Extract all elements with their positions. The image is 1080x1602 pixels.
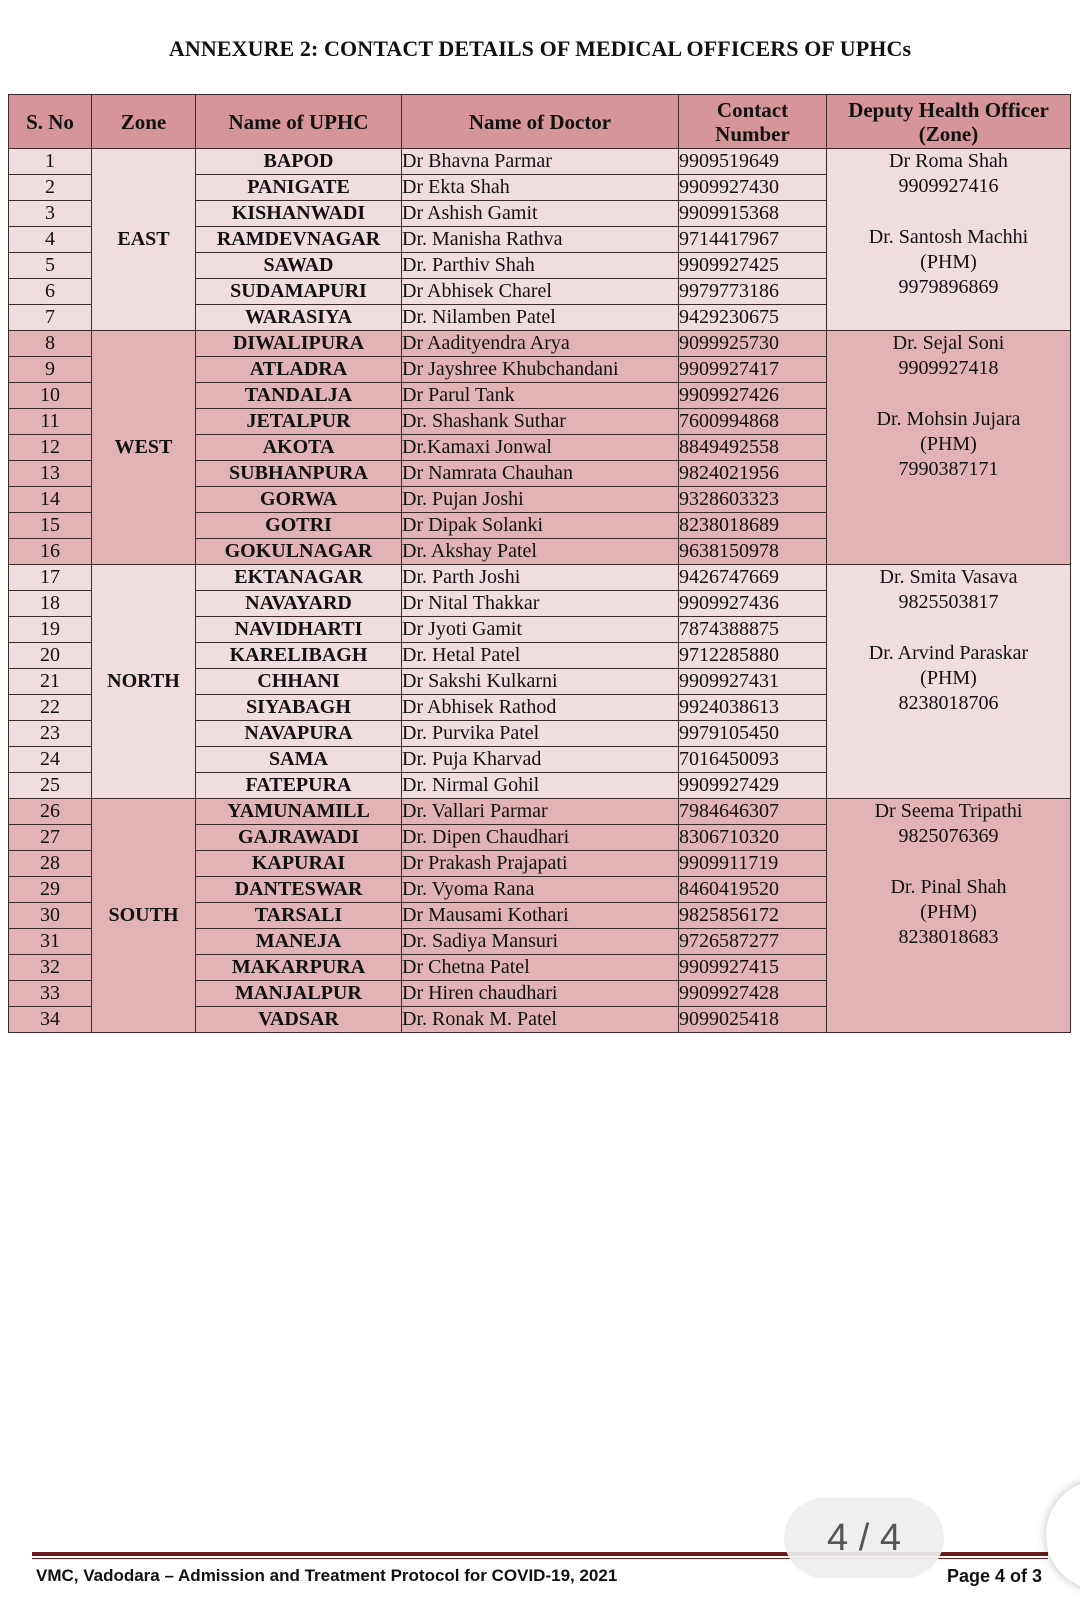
uphc-name-cell: GOKULNAGAR — [196, 539, 402, 565]
officer-line: Dr. Santosh Machhi — [868, 226, 1029, 248]
serial-number-cell: 31 — [9, 929, 92, 955]
contact-number-cell: 9909927431 — [679, 669, 827, 695]
officer-line: Dr Seema Tripathi — [874, 800, 1023, 822]
contact-number-cell: 9909927428 — [679, 981, 827, 1007]
uphc-name-cell: PANIGATE — [196, 175, 402, 201]
uphc-name-cell: MANJALPUR — [196, 981, 402, 1007]
contact-number-cell: 9712285880 — [679, 643, 827, 669]
doctor-name-cell: Dr Parul Tank — [402, 383, 679, 409]
doctor-name-cell: Dr Jayshree Khubchandani — [402, 357, 679, 383]
uphc-name-cell: ATLADRA — [196, 357, 402, 383]
contact-number-cell: 9924038613 — [679, 695, 827, 721]
doctor-name-cell: Dr. Ronak M. Patel — [402, 1007, 679, 1033]
doctor-name-cell: Dr Chetna Patel — [402, 955, 679, 981]
doctor-name-cell: Dr Nital Thakkar — [402, 591, 679, 617]
contact-number-cell: 9328603323 — [679, 487, 827, 513]
serial-number-cell: 25 — [9, 773, 92, 799]
doctor-name-cell: Dr Hiren chaudhari — [402, 981, 679, 1007]
officer-line: 9825076369 — [898, 825, 999, 847]
officer-line: 7990387171 — [898, 458, 999, 480]
serial-number-cell: 32 — [9, 955, 92, 981]
uphc-name-cell: GAJRAWADI — [196, 825, 402, 851]
uphc-name-cell: NAVIDHARTI — [196, 617, 402, 643]
doctor-name-cell: Dr. Manisha Rathva — [402, 227, 679, 253]
contact-number-cell: 9979773186 — [679, 279, 827, 305]
serial-number-cell: 20 — [9, 643, 92, 669]
contact-number-cell: 9909927425 — [679, 253, 827, 279]
officer-line: Dr. Smita Vasava — [879, 566, 1018, 588]
officer-spacer — [827, 199, 1070, 225]
doctor-name-cell: Dr Dipak Solanki — [402, 513, 679, 539]
doctor-name-cell: Dr. Parth Joshi — [402, 565, 679, 591]
uphc-name-cell: YAMUNAMILL — [196, 799, 402, 825]
serial-number-cell: 33 — [9, 981, 92, 1007]
serial-number-cell: 21 — [9, 669, 92, 695]
contact-number-cell: 8238018689 — [679, 513, 827, 539]
officer-line: (PHM) — [920, 433, 977, 455]
page-indicator-overlay — [784, 1498, 944, 1578]
serial-number-cell: 3 — [9, 201, 92, 227]
officer-line: Dr Roma Shah — [889, 150, 1008, 172]
contact-number-cell: 9909927415 — [679, 955, 827, 981]
table-row — [9, 565, 1071, 591]
header-uphc: Name of UPHC — [196, 95, 402, 149]
contact-number-cell: 9426747669 — [679, 565, 827, 591]
serial-number-cell: 14 — [9, 487, 92, 513]
serial-number-cell: 18 — [9, 591, 92, 617]
uphc-name-cell: RAMDEVNAGAR — [196, 227, 402, 253]
doctor-name-cell: Dr. Shashank Suthar — [402, 409, 679, 435]
serial-number-cell: 13 — [9, 461, 92, 487]
serial-number-cell: 29 — [9, 877, 92, 903]
header-contact: Contact Number — [679, 95, 827, 149]
contact-number-cell: 7016450093 — [679, 747, 827, 773]
doctor-name-cell: Dr Aadityendra Arya — [402, 331, 679, 357]
doctor-name-cell: Dr. Vyoma Rana — [402, 877, 679, 903]
serial-number-cell: 6 — [9, 279, 92, 305]
doctor-name-cell: Dr Bhavna Parmar — [402, 149, 679, 175]
serial-number-cell: 34 — [9, 1007, 92, 1033]
doctor-name-cell: Dr Mausami Kothari — [402, 903, 679, 929]
doctor-name-cell: Dr. Parthiv Shah — [402, 253, 679, 279]
uphc-name-cell: TARSALI — [196, 903, 402, 929]
doctor-name-cell: Dr. Sadiya Mansuri — [402, 929, 679, 955]
officer-line: Dr. Mohsin Jujara — [876, 408, 1021, 430]
uphc-name-cell: NAVAPURA — [196, 721, 402, 747]
serial-number-cell: 22 — [9, 695, 92, 721]
officer-line: 8238018683 — [898, 926, 999, 948]
serial-number-cell: 10 — [9, 383, 92, 409]
contact-number-cell: 9909927426 — [679, 383, 827, 409]
header-doctor: Name of Doctor — [402, 95, 679, 149]
zone-cell: EAST — [92, 149, 196, 331]
serial-number-cell: 24 — [9, 747, 92, 773]
serial-number-cell: 5 — [9, 253, 92, 279]
floating-action-button[interactable] — [1046, 1480, 1080, 1590]
serial-number-cell: 8 — [9, 331, 92, 357]
contact-number-cell: 9726587277 — [679, 929, 827, 955]
uphc-name-cell: KAPURAI — [196, 851, 402, 877]
doctor-name-cell: Dr Namrata Chauhan — [402, 461, 679, 487]
serial-number-cell: 1 — [9, 149, 92, 175]
contact-number-cell: 7874388875 — [679, 617, 827, 643]
doctor-name-cell: Dr Jyoti Gamit — [402, 617, 679, 643]
serial-number-cell: 19 — [9, 617, 92, 643]
uphc-name-cell: CHHANI — [196, 669, 402, 695]
officer-line: 9825503817 — [898, 591, 999, 613]
doctor-name-cell: Dr. Purvika Patel — [402, 721, 679, 747]
contact-table — [8, 94, 1071, 1033]
uphc-name-cell: DANTESWAR — [196, 877, 402, 903]
serial-number-cell: 26 — [9, 799, 92, 825]
contact-number-cell: 9429230675 — [679, 305, 827, 331]
uphc-name-cell: JETALPUR — [196, 409, 402, 435]
footer-page-number: Page 4 of 3 — [946, 1566, 1042, 1586]
deputy-health-officer-cell — [827, 799, 1071, 1033]
contact-number-cell: 8460419520 — [679, 877, 827, 903]
officer-line: (PHM) — [920, 667, 977, 689]
serial-number-cell: 27 — [9, 825, 92, 851]
uphc-name-cell: NAVAYARD — [196, 591, 402, 617]
uphc-name-cell: WARASIYA — [196, 305, 402, 331]
officer-line: 9979896869 — [898, 276, 999, 298]
serial-number-cell: 4 — [9, 227, 92, 253]
contact-number-cell: 9714417967 — [679, 227, 827, 253]
uphc-name-cell: VADSAR — [196, 1007, 402, 1033]
table-row — [9, 799, 1071, 825]
uphc-name-cell: MAKARPURA — [196, 955, 402, 981]
uphc-name-cell: MANEJA — [196, 929, 402, 955]
zone-cell: NORTH — [92, 565, 196, 799]
uphc-name-cell: AKOTA — [196, 435, 402, 461]
officer-line: (PHM) — [920, 901, 977, 923]
officer-line: Dr. Sejal Soni — [892, 332, 1005, 354]
serial-number-cell: 11 — [9, 409, 92, 435]
contact-number-cell: 9099925730 — [679, 331, 827, 357]
page-indicator-text: 4 / 4 — [827, 1516, 901, 1559]
officer-spacer — [827, 849, 1070, 875]
doctor-name-cell: Dr. Vallari Parmar — [402, 799, 679, 825]
contact-number-cell: 9099025418 — [679, 1007, 827, 1033]
uphc-name-cell: SUDAMAPURI — [196, 279, 402, 305]
doctor-name-cell: Dr Ashish Gamit — [402, 201, 679, 227]
serial-number-cell: 12 — [9, 435, 92, 461]
uphc-name-cell: BAPOD — [196, 149, 402, 175]
serial-number-cell: 7 — [9, 305, 92, 331]
serial-number-cell: 23 — [9, 721, 92, 747]
doctor-name-cell: Dr Sakshi Kulkarni — [402, 669, 679, 695]
contact-number-cell: 9909927417 — [679, 357, 827, 383]
uphc-name-cell: SIYABAGH — [196, 695, 402, 721]
deputy-health-officer-cell — [827, 331, 1071, 565]
doctor-name-cell: Dr. Puja Kharvad — [402, 747, 679, 773]
serial-number-cell: 15 — [9, 513, 92, 539]
uphc-name-cell: EKTANAGAR — [196, 565, 402, 591]
contact-number-cell: 7600994868 — [679, 409, 827, 435]
contact-number-cell: 9979105450 — [679, 721, 827, 747]
header-zone: Zone — [92, 95, 196, 149]
doctor-name-cell: Dr.Kamaxi Jonwal — [402, 435, 679, 461]
officer-line: (PHM) — [920, 251, 977, 273]
zone-cell: WEST — [92, 331, 196, 565]
contact-number-cell: 9909519649 — [679, 149, 827, 175]
uphc-name-cell: SAWAD — [196, 253, 402, 279]
deputy-health-officer-cell — [827, 149, 1071, 331]
serial-number-cell: 28 — [9, 851, 92, 877]
document-title: ANNEXURE 2: CONTACT DETAILS OF MEDICAL OFFICERS OF UPHCs — [168, 36, 912, 61]
contact-number-cell: 9909927436 — [679, 591, 827, 617]
contact-number-cell: 9909915368 — [679, 201, 827, 227]
uphc-name-cell: SUBHANPURA — [196, 461, 402, 487]
uphc-name-cell: DIWALIPURA — [196, 331, 402, 357]
contact-number-cell: 8306710320 — [679, 825, 827, 851]
uphc-name-cell: GOTRI — [196, 513, 402, 539]
serial-number-cell: 17 — [9, 565, 92, 591]
uphc-name-cell: SAMA — [196, 747, 402, 773]
header-sno: S. No — [9, 95, 92, 149]
header-officer: Deputy Health Officer (Zone) — [827, 95, 1071, 149]
officer-spacer — [827, 381, 1070, 407]
contact-number-cell: 9824021956 — [679, 461, 827, 487]
doctor-name-cell: Dr. Hetal Patel — [402, 643, 679, 669]
doctor-name-cell: Dr Ekta Shah — [402, 175, 679, 201]
contact-number-cell: 9638150978 — [679, 539, 827, 565]
officer-line: Dr. Arvind Paraskar — [868, 642, 1029, 664]
contact-number-cell: 9909927429 — [679, 773, 827, 799]
table-header-row — [9, 95, 1071, 149]
contact-number-cell: 9909927430 — [679, 175, 827, 201]
officer-line: 9909927418 — [898, 357, 999, 379]
serial-number-cell: 16 — [9, 539, 92, 565]
doctor-name-cell: Dr. Pujan Joshi — [402, 487, 679, 513]
officer-line: 9909927416 — [898, 175, 999, 197]
doctor-name-cell: Dr Abhisek Charel — [402, 279, 679, 305]
doctor-name-cell: Dr Prakash Prajapati — [402, 851, 679, 877]
officer-line: Dr. Pinal Shah — [890, 876, 1007, 898]
doctor-name-cell: Dr. Nilamben Patel — [402, 305, 679, 331]
contact-number-cell: 8849492558 — [679, 435, 827, 461]
footer-document-name: VMC, Vadodara – Admission and Treatment Protocol for COVID-19, 2021 — [36, 1566, 618, 1585]
uphc-name-cell: FATEPURA — [196, 773, 402, 799]
serial-number-cell: 2 — [9, 175, 92, 201]
uphc-name-cell: KARELIBAGH — [196, 643, 402, 669]
officer-line: 8238018706 — [898, 692, 999, 714]
officer-spacer — [827, 615, 1070, 641]
table-body — [9, 149, 1071, 1033]
doctor-name-cell: Dr. Akshay Patel — [402, 539, 679, 565]
table-row — [9, 331, 1071, 357]
contact-number-cell: 9909911719 — [679, 851, 827, 877]
uphc-name-cell: GORWA — [196, 487, 402, 513]
doctor-name-cell: Dr. Nirmal Gohil — [402, 773, 679, 799]
serial-number-cell: 30 — [9, 903, 92, 929]
doctor-name-cell: Dr. Dipen Chaudhari — [402, 825, 679, 851]
uphc-name-cell: TANDALJA — [196, 383, 402, 409]
zone-cell: SOUTH — [92, 799, 196, 1033]
uphc-name-cell: KISHANWADI — [196, 201, 402, 227]
serial-number-cell: 9 — [9, 357, 92, 383]
contact-number-cell: 7984646307 — [679, 799, 827, 825]
doctor-name-cell: Dr Abhisek Rathod — [402, 695, 679, 721]
table-row — [9, 149, 1071, 175]
contact-number-cell: 9825856172 — [679, 903, 827, 929]
deputy-health-officer-cell — [827, 565, 1071, 799]
